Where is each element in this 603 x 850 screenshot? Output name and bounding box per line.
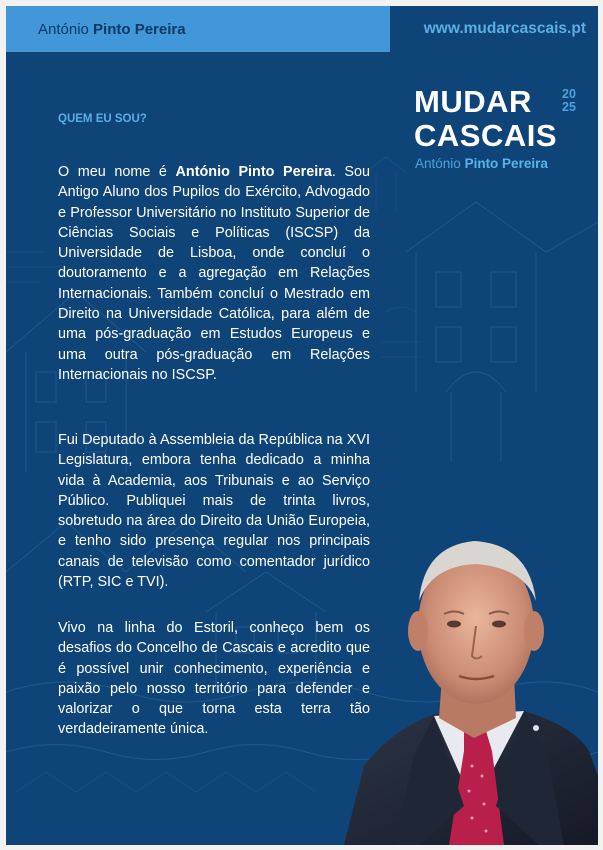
logo-year-bottom: 25: [562, 100, 576, 114]
paragraph-career: Fui Deputado à Assembleia da República na XVI Legislatura, embora tenha dedicado a minha vida à Academia, aos Tribunais e ao Serviço Público. Publiquei mais de trinta livros, sobretudo na área do Direito da União Europeia, e tenho sido presença regular nos principais canais de televisão como comentador jurídico (RTP, SIC e TVI).: [58, 432, 370, 591]
header-website-area: [390, 6, 598, 52]
paragraph-intro: O meu nome é: [58, 164, 176, 180]
logo-line-cascais: CASCAIS: [414, 118, 558, 153]
logo-year: [559, 88, 579, 114]
paragraph-biography: [58, 162, 370, 385]
logo-line-mudar: MUDAR: [414, 84, 532, 119]
logo-subtitle: [415, 156, 548, 171]
logo-subtitle-first: António: [415, 156, 461, 171]
author-last-name: Pinto Pereira: [93, 21, 186, 38]
paragraph-cascais: Vivo na linha do Estoril, conheço bem os desafios do Concelho de Cascais e acredito que é possível unir conhecimento, experiência e paixão pelo nosso território para defender e valorizar o que torna esta terra tão verdadeiramente única.: [58, 620, 370, 738]
logo-year-top: 20: [562, 87, 576, 101]
header-author-name: [38, 21, 186, 38]
campaign-logo: [414, 84, 582, 176]
section-heading: QUEM EU SOU?: [58, 113, 147, 125]
paragraph-intro-rest: . Sou Antigo Aluno dos Pupilos do Exército, Advogado e Professor Universitário no Instituto Superior de Ciências Sociais e Políticas (ISCSP) da Universidade de Lisboa, onde concluí o doutoramento e a agregação em Relações Internacionais. Também concluí o Mestrado em Direito na Universidade Católica, para além de uma pós-graduação em Estudos Europeus e uma outra pós-graduação em Relações Internacionais no ISCSP.: [58, 164, 370, 383]
header-bar: [6, 6, 390, 52]
website-link[interactable]: www.mudarcascais.pt: [423, 20, 586, 37]
logo-subtitle-bold: Pinto Pereira: [464, 156, 548, 171]
author-first-name: António: [38, 21, 89, 38]
portrait-photo: [324, 506, 598, 845]
document-page: [6, 6, 598, 845]
paragraph-name-bold: António Pinto Pereira: [175, 164, 332, 180]
